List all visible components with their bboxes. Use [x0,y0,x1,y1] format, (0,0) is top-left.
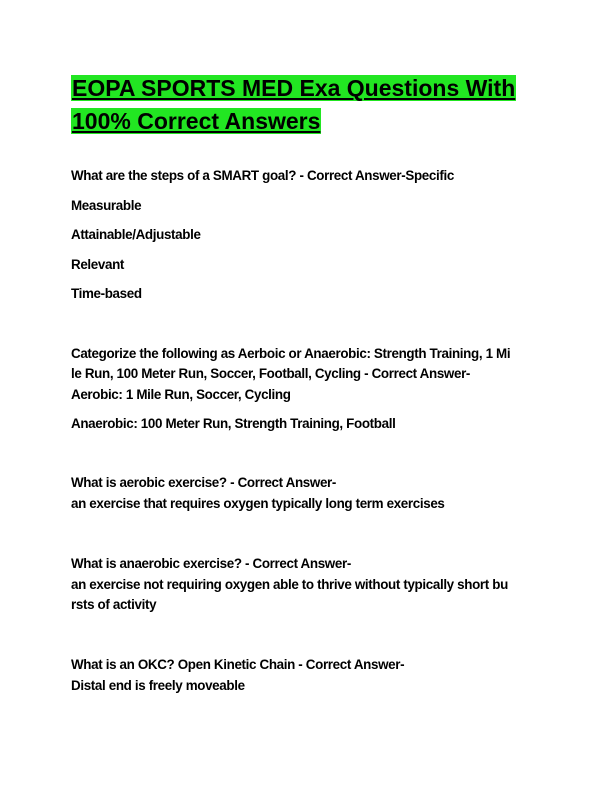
title-line-2: 100% Correct Answers [72,108,321,134]
answer-anaerobic-list: Anaerobic: 100 Meter Run, Strength Training, Football [71,416,396,431]
answer-line-measurable: Measurable [71,198,142,213]
answer-aerobic-list: Aerobic: 1 Mile Run, Soccer, Cycling [71,387,291,402]
question-anaerobic-exercise: What is anaerobic exercise? - Correct Answer- [71,556,351,571]
question-aerobic-exercise: What is aerobic exercise? - Correct Answer- [71,475,337,490]
question-okc: What is an OKC? Open Kinetic Chain - Correct Answer- [71,657,405,672]
answer-anaerobic-line-2: rsts of activity [71,597,157,612]
answer-line-relevant: Relevant [71,257,125,272]
question-smart-goal: What are the steps of a SMART goal? - Correct Answer-Specific [71,168,454,183]
answer-okc: Distal end is freely moveable [71,678,245,693]
answer-anaerobic-line-1: an exercise not requiring oxygen able to thrive without typically short bu [71,577,508,592]
answer-aerobic-exercise: an exercise that requires oxygen typically long term exercises [71,496,445,511]
question-categorize-line-1: Categorize the following as Aerboic or Anaerobic: Strength Training, 1 Mi [71,346,511,361]
question-categorize-line-2: le Run, 100 Meter Run, Soccer, Football, Cycling - Correct Answer- [71,366,471,381]
title-line-1: EOPA SPORTS MED Exa Questions With [72,75,516,101]
document-title [71,72,541,138]
answer-line-time-based: Time-based [71,286,142,301]
answer-line-attainable: Attainable/Adjustable [71,227,201,242]
